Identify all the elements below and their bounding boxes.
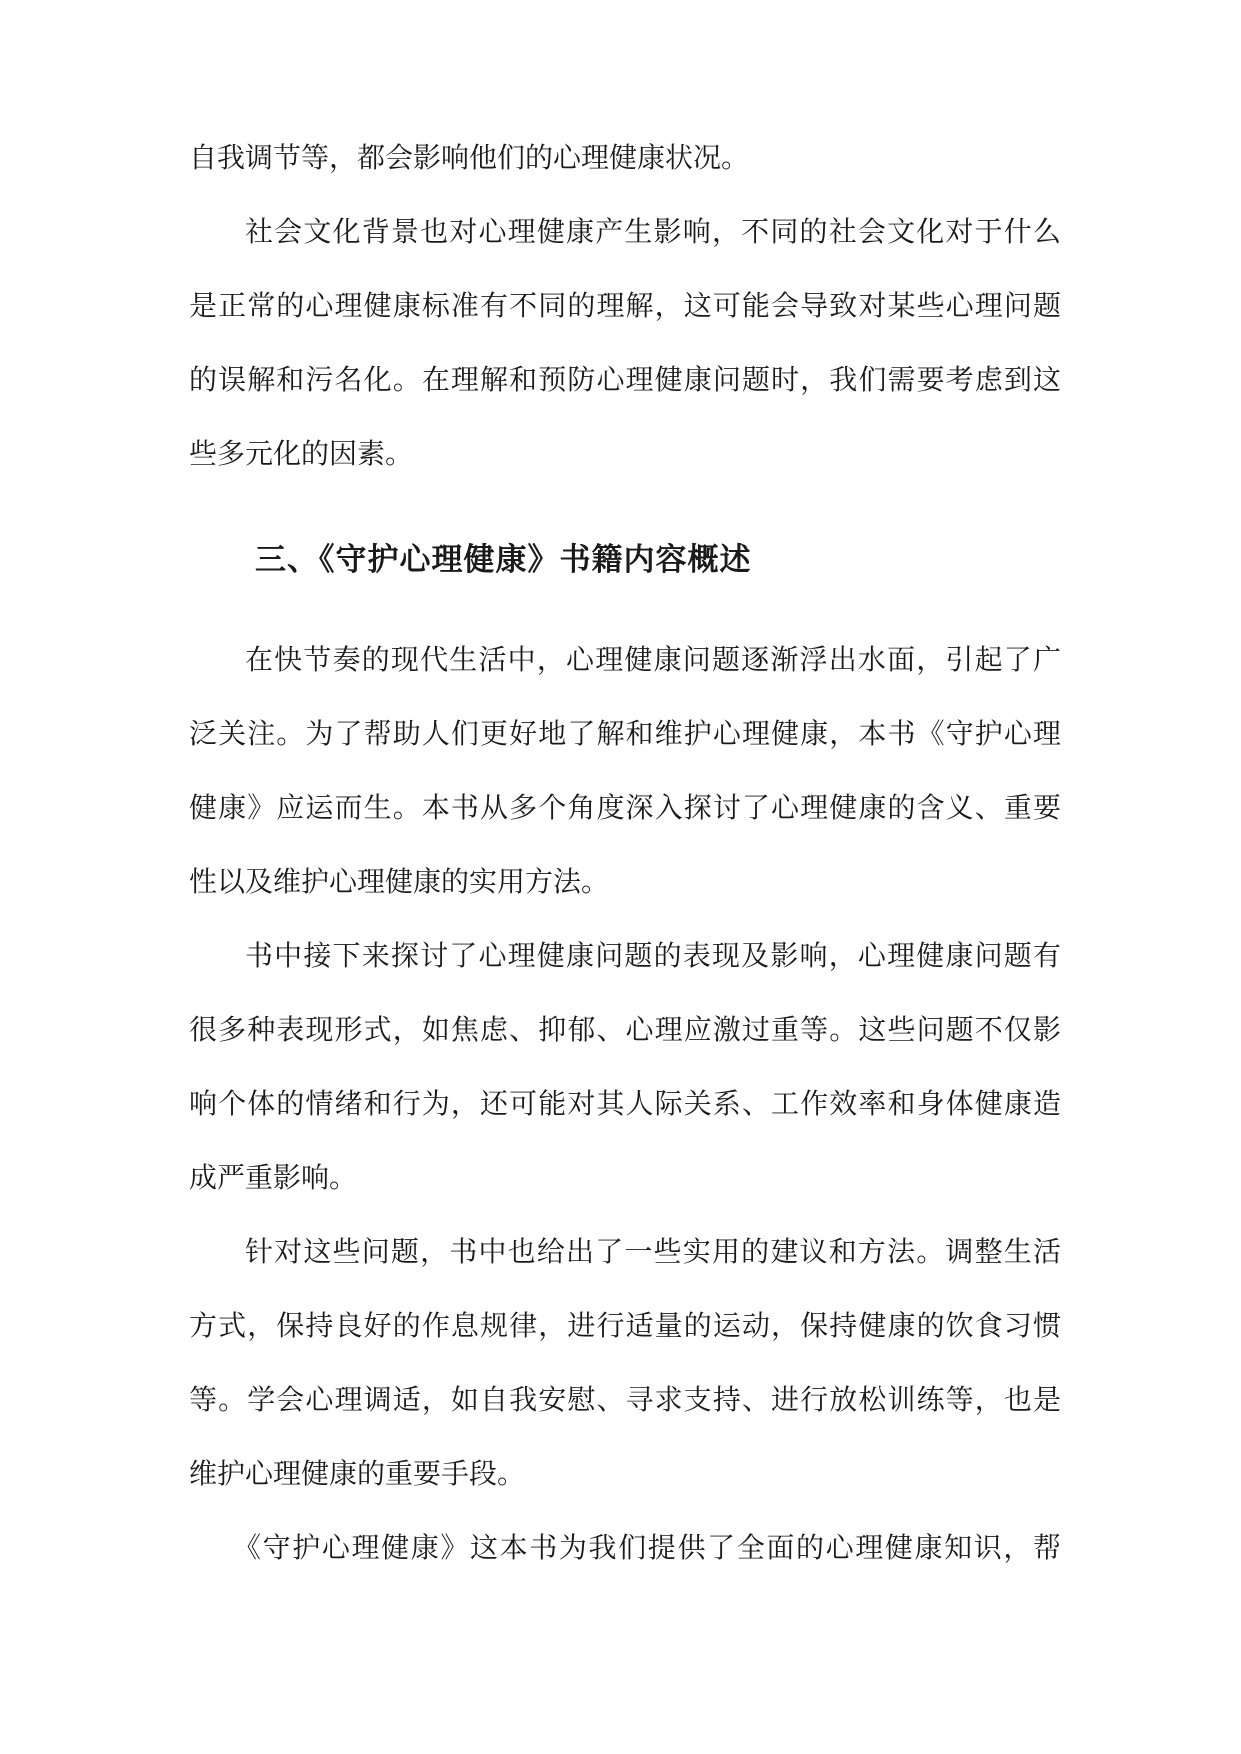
paragraph-2-line-2: 是正常的心理健康标准有不同的理解，这可能会导致对某些心理问题 bbox=[189, 289, 1061, 322]
paragraph-5-line-3: 等。学会心理调适，如自我安慰、寻求支持、进行放松训练等，也是 bbox=[189, 1383, 1061, 1416]
paragraph-3-line-2: 泛关注。为了帮助人们更好地了解和维护心理健康，本书《守护心理 bbox=[189, 717, 1061, 750]
paragraph-6-line-1: 《守护心理健康》这本书为我们提供了全面的心理健康知识，帮 bbox=[233, 1531, 1061, 1564]
paragraph-2-line-3: 的误解和污名化。在理解和预防心理健康问题时，我们需要考虑到这 bbox=[189, 363, 1061, 396]
paragraph-3-line-1: 在快节奏的现代生活中，心理健康问题逐渐浮出水面，引起了广 bbox=[245, 643, 1061, 676]
section-heading: 三、《守护心理健康》书籍内容概述 bbox=[255, 542, 752, 578]
paragraph-4-line-3: 响个体的情绪和行为，还可能对其人际关系、工作效率和身体健康造 bbox=[189, 1087, 1061, 1120]
paragraph-4-line-1: 书中接下来探讨了心理健康问题的表现及影响，心理健康问题有 bbox=[245, 939, 1061, 972]
paragraph-3-line-3: 健康》应运而生。本书从多个角度深入探讨了心理健康的含义、重要 bbox=[189, 791, 1061, 824]
paragraph-4-line-2: 很多种表现形式，如焦虑、抑郁、心理应激过重等。这些问题不仅影 bbox=[189, 1013, 1061, 1046]
paragraph-1-line-1: 自我调节等，都会影响他们的心理健康状况。 bbox=[189, 141, 750, 174]
paragraph-5-line-2: 方式，保持良好的作息规律，进行适量的运动，保持健康的饮食习惯 bbox=[189, 1309, 1061, 1342]
paragraph-2-line-4: 些多元化的因素。 bbox=[189, 437, 414, 470]
paragraph-2-line-1: 社会文化背景也对心理健康产生影响，不同的社会文化对于什么 bbox=[245, 215, 1061, 248]
paragraph-3-line-4: 性以及维护心理健康的实用方法。 bbox=[189, 865, 610, 898]
paragraph-5-line-4: 维护心理健康的重要手段。 bbox=[189, 1457, 526, 1490]
paragraph-4-line-4: 成严重影响。 bbox=[189, 1161, 358, 1194]
paragraph-5-line-1: 针对这些问题，书中也给出了一些实用的建议和方法。调整生活 bbox=[245, 1235, 1061, 1268]
